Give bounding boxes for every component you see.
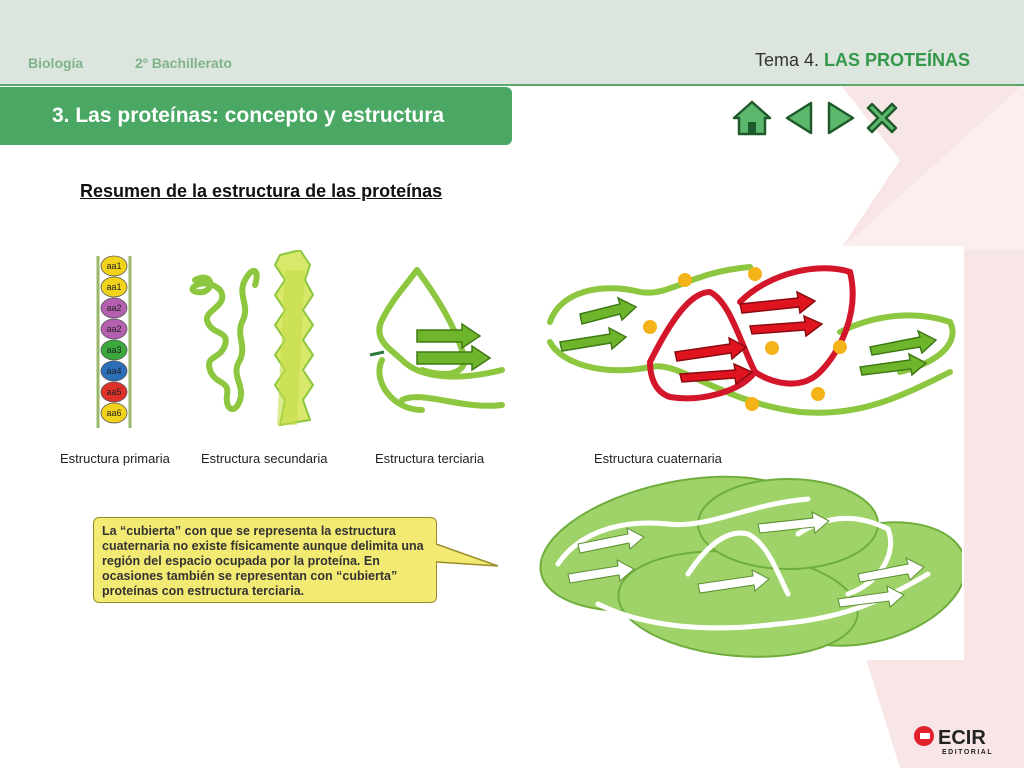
- caption-quaternary: Estructura cuaternaria: [594, 451, 722, 466]
- quaternary-structure-diagram: [540, 252, 960, 430]
- section-title: 3. Las proteínas: concepto y estructura: [0, 87, 512, 145]
- tema-title: [755, 50, 970, 71]
- quaternary-envelope-diagram: [538, 474, 962, 660]
- subject-label: Biología: [28, 55, 84, 71]
- level-label: 2º Bachillerato: [135, 55, 232, 71]
- callout-pointer: [436, 538, 500, 578]
- caption-tertiary: Estructura terciaria: [375, 451, 485, 466]
- home-icon: [732, 100, 772, 136]
- next-icon: [826, 100, 856, 136]
- home-button[interactable]: [732, 100, 772, 136]
- main-heading: Resumen de la estructura de las proteínas: [80, 181, 443, 201]
- close-icon: [864, 100, 900, 136]
- amino-acid-label: aa5: [106, 387, 122, 397]
- primary-structure-diagram: [92, 252, 140, 430]
- tertiary-structure-diagram: [362, 260, 510, 428]
- previous-button[interactable]: [784, 100, 814, 136]
- close-button[interactable]: [864, 100, 900, 136]
- amino-acid-label: aa2: [106, 303, 122, 313]
- logo-subtext: EDITORIAL: [942, 749, 994, 756]
- amino-acid-label: aa1: [106, 261, 122, 271]
- previous-icon: [784, 100, 814, 136]
- amino-acid-label: aa1: [106, 282, 122, 292]
- tema-name: LAS PROTEÍNAS: [823, 50, 970, 70]
- caption-primary: Estructura primaria: [60, 451, 170, 466]
- logo-wordmark: ECIR: [938, 727, 986, 749]
- caption-secondary: Estructura secundaria: [201, 451, 328, 466]
- tema-prefix: Tema 4.: [754, 50, 819, 70]
- next-button[interactable]: [826, 100, 856, 136]
- callout-note: La “cubierta” con que se representa la estructura cuaternaria no existe físicamente aunque delimita una región del espacio ocupada por la proteína. En ocasiones también se representan con “cubierta” proteínas con estructura terciaria.: [93, 517, 437, 603]
- secondary-structure-diagram: [185, 250, 335, 430]
- amino-acid-label: aa2: [106, 324, 122, 334]
- amino-acid-label: aa6: [106, 408, 122, 418]
- ecir-editorial-logo: [912, 722, 1002, 761]
- amino-acid-label: aa3: [106, 345, 122, 355]
- amino-acid-label: aa4: [106, 366, 122, 376]
- logo-icon: [912, 722, 1002, 756]
- header-band: [0, 0, 1024, 86]
